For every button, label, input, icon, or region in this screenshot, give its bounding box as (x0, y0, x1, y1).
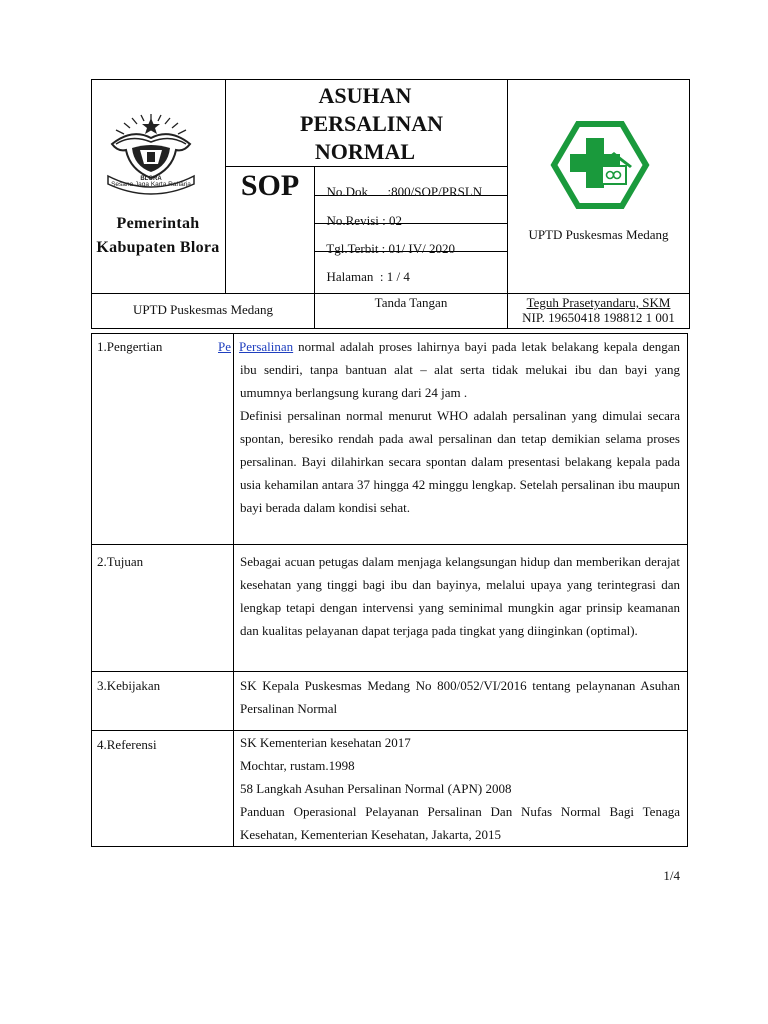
signer-nip: NIP. 19650418 198812 1 001 (522, 310, 675, 325)
row-content-referensi (240, 731, 680, 846)
pengertian-paragraph-1: Pe Persalinan normal adalah proses lahirnya bayi pada letak belakang kepala dengan ibu sendiri, tanpa bantuan alat – alat serta tidak melukai ibu dan bayi yang umumnya berlangsung kurang dari 24 jam . (218, 339, 680, 400)
referensi-item: SK Kementerian kesehatan 2017 (240, 735, 411, 750)
svg-text:BLORA: BLORA (140, 176, 162, 182)
page-number: 1/4 (663, 868, 680, 883)
row-label-referensi: 4.Referensi (97, 737, 157, 752)
unit-name-left: UPTD Puskesmas Medang (132, 302, 274, 317)
puskesmas-logo (550, 120, 650, 210)
row-content-tujuan: Sebagai acuan petugas dalam menjaga kelangsungan hidup dan memberikan derajat kesehatan yang tinggi bagi ibu dan bayinya, melalui upaya yang terintegrasi dan lengkap tetapi dengan intervensi yang seminimal mungkin agar prinsip keamanan dan kualitas pelayanan dapat terjaga pada tingkat yang diinginkan (optimal). (240, 554, 680, 638)
pengertian-paragraph-2: Definisi persalinan normal menurut WHO adalah persalinan yang dimulai secara spontan, beresiko rendah pada awal persalinan dan tetap demikian selama proses persalinan. Bayi dilahirkan secara spontan dalam presentasi belakang kepala pada usia kehamilan antara 37 hingga 42 minggu lengkap. Setelah persalinan ibu maupun bayi berada dalam kondisi sehat. (240, 408, 680, 515)
no-revisi: No.Revisi : 02 (326, 213, 402, 228)
document-title: ASUHAN PERSALINAN NORMAL (300, 83, 444, 164)
row-label-pengertian: 1.Pengertian (97, 339, 163, 354)
unit-name-right: UPTD Puskesmas Medang (528, 227, 669, 242)
persalinan-link[interactable]: Persalinan (239, 339, 294, 354)
logo-motto: Sesana Jaga Karta Raharja (111, 181, 191, 188)
blora-emblem-logo (102, 114, 200, 198)
blora-emblem-icon (102, 114, 200, 198)
referensi-item: Panduan Operasional Pelayanan Persalinan Dan Nufas Normal Bagi Tenaga Kesehatan, Kementerian Kesehatan, Jakarta, 2015 (240, 804, 680, 842)
halaman: Halaman : 1 / 4 (326, 269, 410, 284)
row-content-kebijakan: SK Kepala Puskesmas Medang No 800/052/VI/2016 tentang pelaynanan Asuhan Persalinan Normal (240, 678, 680, 716)
referensi-item: 58 Langkah Asuhan Persalinan Normal (APN) 2008 (240, 781, 512, 796)
row-label-tujuan: 2.Tujuan (97, 554, 144, 569)
no-dok: No.Dok :800/SOP/PRSLN (326, 184, 483, 199)
row-content-pengertian (218, 335, 680, 519)
tanda-tangan-label: Tanda Tangan (374, 295, 448, 310)
row-label-kebijakan: 3.Kebijakan (97, 678, 161, 693)
referensi-item: Mochtar, rustam.1998 (240, 758, 355, 773)
tgl-terbit: Tgl.Terbit : 01/ IV/ 2020 (326, 241, 455, 256)
sop-label: SOP (240, 169, 300, 202)
organization-name: Pemerintah Kabupaten Blora (96, 215, 220, 256)
puskesmas-icon (550, 120, 650, 210)
pe-link[interactable]: Pe (218, 339, 231, 354)
signer-name: Teguh Prasetyandaru, SKM (526, 295, 671, 310)
